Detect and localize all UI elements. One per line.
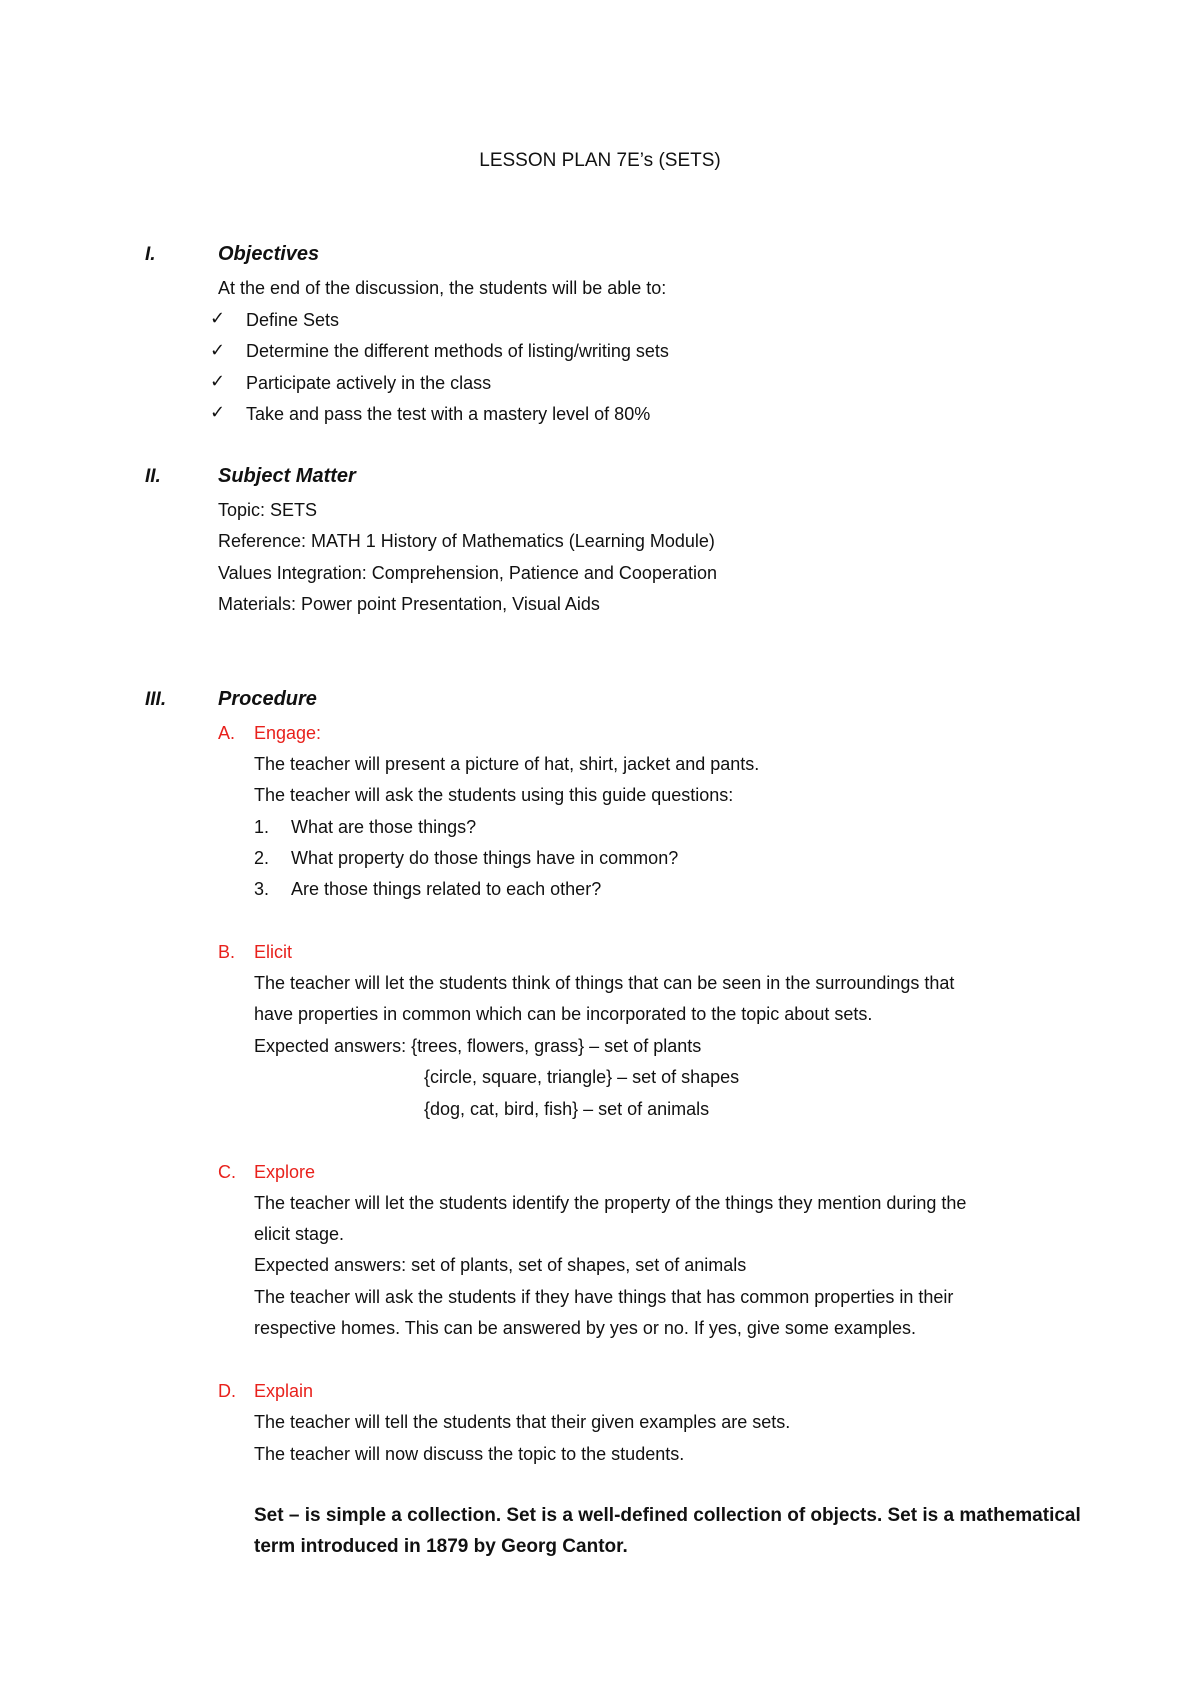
explore-line: Expected answers: set of plants, set of shapes, set of animals bbox=[254, 1255, 747, 1275]
subject-line: Values Integration: Comprehension, Patience and Cooperation bbox=[218, 563, 717, 583]
objective-item: Determine the different methods of listing/writing sets bbox=[246, 341, 669, 361]
explain-label: Explain bbox=[254, 1381, 314, 1401]
question-text: Are those things related to each other? bbox=[291, 879, 602, 899]
check-icon: ✓ bbox=[210, 402, 226, 422]
objectives-intro: At the end of the discussion, the students will be able to: bbox=[218, 278, 667, 298]
set-definition: Set – is simple a collection. Set is a well-defined collection of objects. Set is a mathematical term introduced in 1879 by Georg Cantor. bbox=[254, 1505, 1081, 1557]
elicit-set: {dog, cat, bird, fish} – set of animals bbox=[424, 1099, 710, 1119]
check-icon: ✓ bbox=[210, 371, 226, 391]
explore-line: The teacher will let the students identify the property of the things they mention during the bbox=[254, 1193, 967, 1213]
check-icon: ✓ bbox=[210, 308, 226, 328]
elicit-label: Elicit bbox=[254, 942, 293, 962]
subject-line: Materials: Power point Presentation, Visual Aids bbox=[218, 594, 600, 614]
explore-label: Explore bbox=[254, 1162, 316, 1182]
engage-line: The teacher will ask the students using this guide questions: bbox=[254, 785, 734, 805]
elicit-set: {circle, square, triangle} – set of shapes bbox=[424, 1067, 740, 1087]
subject-line: Reference: MATH 1 History of Mathematics (Learning Module) bbox=[218, 531, 715, 551]
explore-line: elicit stage. bbox=[254, 1224, 345, 1244]
procedure-heading: Procedure bbox=[218, 688, 317, 710]
subject-matter-heading: Subject Matter bbox=[218, 465, 356, 487]
elicit-letter: B. bbox=[218, 942, 236, 962]
subject-matter-numeral: II. bbox=[145, 466, 161, 487]
engage-line: The teacher will present a picture of hat, shirt, jacket and pants. bbox=[254, 754, 760, 774]
engage-label: Engage: bbox=[254, 723, 322, 743]
subject-line: Topic: SETS bbox=[218, 500, 318, 520]
elicit-line: have properties in common which can be incorporated to the topic about sets. bbox=[254, 1004, 873, 1024]
objective-item: Define Sets bbox=[246, 310, 340, 330]
objectives-numeral: I. bbox=[145, 244, 156, 265]
explore-line: The teacher will ask the students if they have things that has common properties in their bbox=[254, 1287, 954, 1307]
question-number: 2. bbox=[254, 848, 270, 868]
question-text: What property do those things have in common? bbox=[291, 848, 679, 868]
explore-letter: C. bbox=[218, 1162, 236, 1182]
objective-item: Take and pass the test with a mastery level of 80% bbox=[246, 404, 651, 424]
elicit-line: The teacher will let the students think of things that can be seen in the surroundings that bbox=[254, 973, 955, 993]
question-text: What are those things? bbox=[291, 817, 477, 837]
explain-line: The teacher will now discuss the topic to the students. bbox=[254, 1444, 685, 1464]
question-number: 1. bbox=[254, 817, 270, 837]
procedure-numeral: III. bbox=[145, 689, 167, 710]
objectives-heading: Objectives bbox=[218, 243, 320, 265]
explain-letter: D. bbox=[218, 1381, 236, 1401]
document-title: LESSON PLAN 7E’s (SETS) bbox=[479, 150, 721, 171]
explain-line: The teacher will tell the students that their given examples are sets. bbox=[254, 1412, 791, 1432]
objective-item: Participate actively in the class bbox=[246, 373, 492, 393]
check-icon: ✓ bbox=[210, 340, 226, 360]
explore-line: respective homes. This can be answered by yes or no. If yes, give some examples. bbox=[254, 1318, 916, 1338]
engage-letter: A. bbox=[218, 723, 236, 743]
question-number: 3. bbox=[254, 879, 270, 899]
elicit-expected: Expected answers: {trees, flowers, grass} – set of plants bbox=[254, 1036, 702, 1056]
